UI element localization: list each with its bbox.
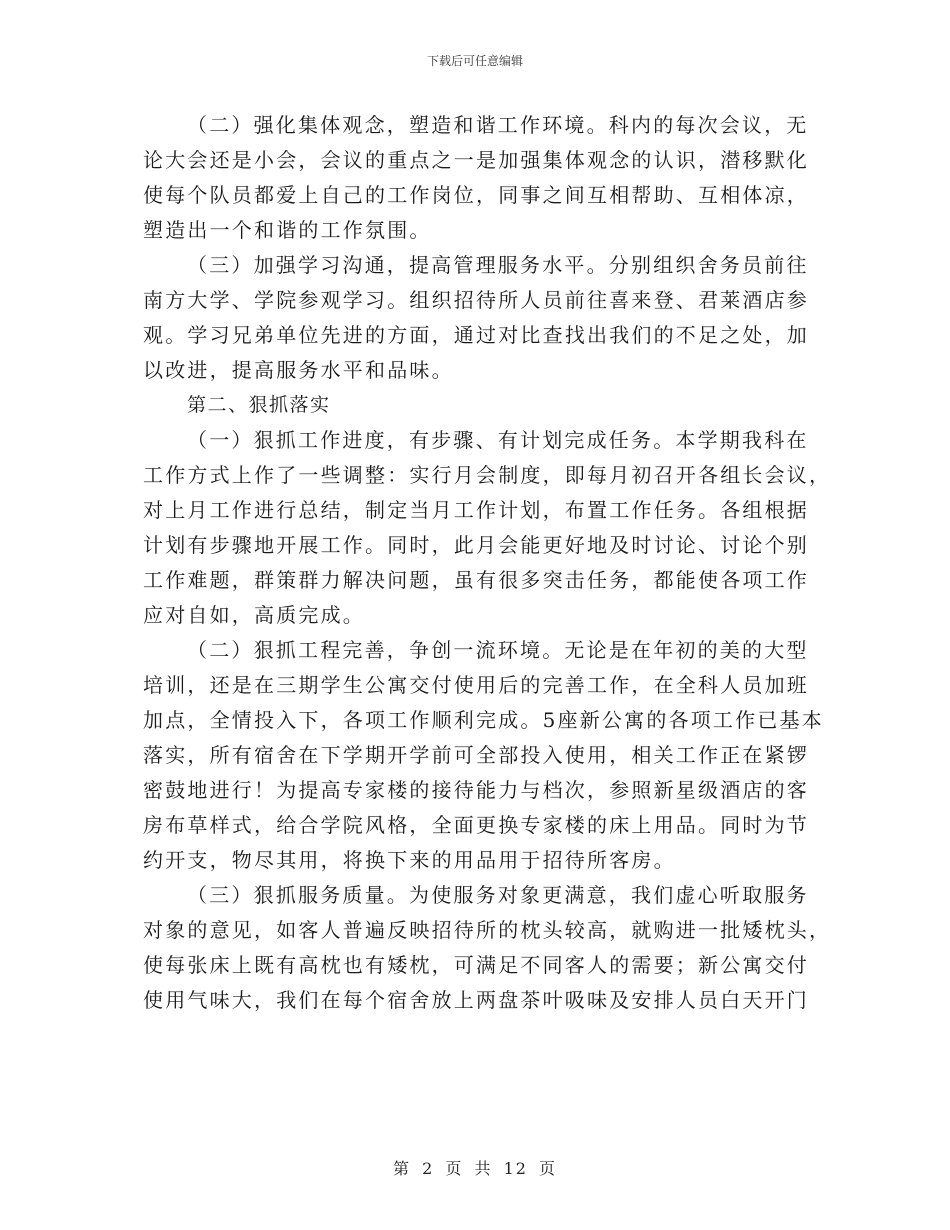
text-line: 塑造出一个和谐的工作氛围。	[143, 218, 432, 242]
text-line: 使用气味大，我们在每个宿舍放上两盘茶叶吸味及安排人员白天开门	[143, 988, 809, 1012]
text-line: 应对自如，高质完成。	[143, 603, 365, 627]
text-line: （二）强化集体观念，塑造和谐工作环境。科内的每次会议，无	[187, 113, 809, 137]
document-body	[143, 108, 832, 1018]
heading-text: 第二、狠抓落实	[187, 394, 331, 416]
page-header: 下载后可任意编辑	[426, 54, 523, 68]
footer-suffix: 页	[539, 1159, 558, 1178]
text-line: 落实，所有宿舍在下学期开学前可全部投入使用，相关工作正在紧锣	[143, 743, 809, 767]
text-line: 密鼓地进行！为提高专家楼的接待能力与档次，参照新星级酒店的客	[143, 778, 809, 802]
text-line: 论大会还是小会，会议的重点之一是加强集体观念的认识，潜移默化	[143, 148, 809, 172]
footer-prefix: 第	[392, 1159, 411, 1178]
text-line: 使每个队员都爱上自己的工作岗位，同事之间互相帮助、互相体凉，	[143, 183, 809, 207]
text-line: 房布草样式，给合学院风格，全面更换专家楼的床上用品。同时为节	[143, 813, 809, 837]
paragraph	[143, 108, 810, 248]
text-line: （二）狠抓工程完善，争创一流环境。无论是在年初的美的大型	[187, 638, 809, 662]
text-line: 计划有步骤地开展工作。同时，此月会能更好地及时讨论、讨论个别	[143, 533, 809, 557]
paragraph	[143, 878, 832, 1018]
footer-page-word: 页	[445, 1159, 464, 1178]
text-line: 培训，还是在三期学生公寓交付使用后的完善工作，在全科人员加班	[143, 673, 809, 697]
text-line: 约开支，物尽其用，将换下来的用品用于招待所客房。	[143, 848, 676, 872]
section-heading	[143, 388, 810, 423]
text-line: （三）狠抓服务质量。为使服务对象更满意，我们虚心听取服务	[187, 883, 809, 907]
text-line: 对上月工作进行总结，制定当月工作计划，布置工作任务。各组根据	[143, 498, 809, 522]
text-line: 使每张床上既有高枕也有矮枕，可满足不同客人的需要；新公寓交付	[143, 953, 809, 977]
text-line: （一）狠抓工作进度，有步骤、有计划完成任务。本学期我科在	[187, 428, 809, 452]
text-line: 以改进，提高服务水平和品味。	[143, 358, 454, 382]
text-line: 观。学习兄弟单位先进的方面，通过对比查找出我们的不足之处，加	[143, 323, 809, 347]
text-line: 工作难题，群策群力解决问题，虽有很多突击任务，都能使各项工作	[143, 568, 809, 592]
paragraph	[143, 248, 810, 388]
footer-total-pages: 12	[503, 1159, 528, 1178]
text-line: 对象的意见，如客人普遍反映招待所的枕头较高，就购进一批矮枕头，	[143, 918, 832, 942]
footer-current-page: 2	[422, 1159, 435, 1178]
text-line: 加点，全情投入下，各项工作顺利完成。5座新公寓的各项工作已基本	[143, 708, 824, 732]
text-line: （三）加强学习沟通，提高管理服务水平。分别组织舍务员前往	[187, 253, 809, 277]
text-line: 工作方式上作了一些调整：实行月会制度，即每月初召开各组长会议，	[143, 463, 832, 487]
paragraph	[143, 423, 832, 633]
page-footer	[0, 1156, 950, 1179]
paragraph	[143, 633, 824, 878]
footer-total-word: 共	[474, 1159, 493, 1178]
text-line: 南方大学、学院参观学习。组织招待所人员前往喜来登、君莱酒店参	[143, 288, 809, 312]
